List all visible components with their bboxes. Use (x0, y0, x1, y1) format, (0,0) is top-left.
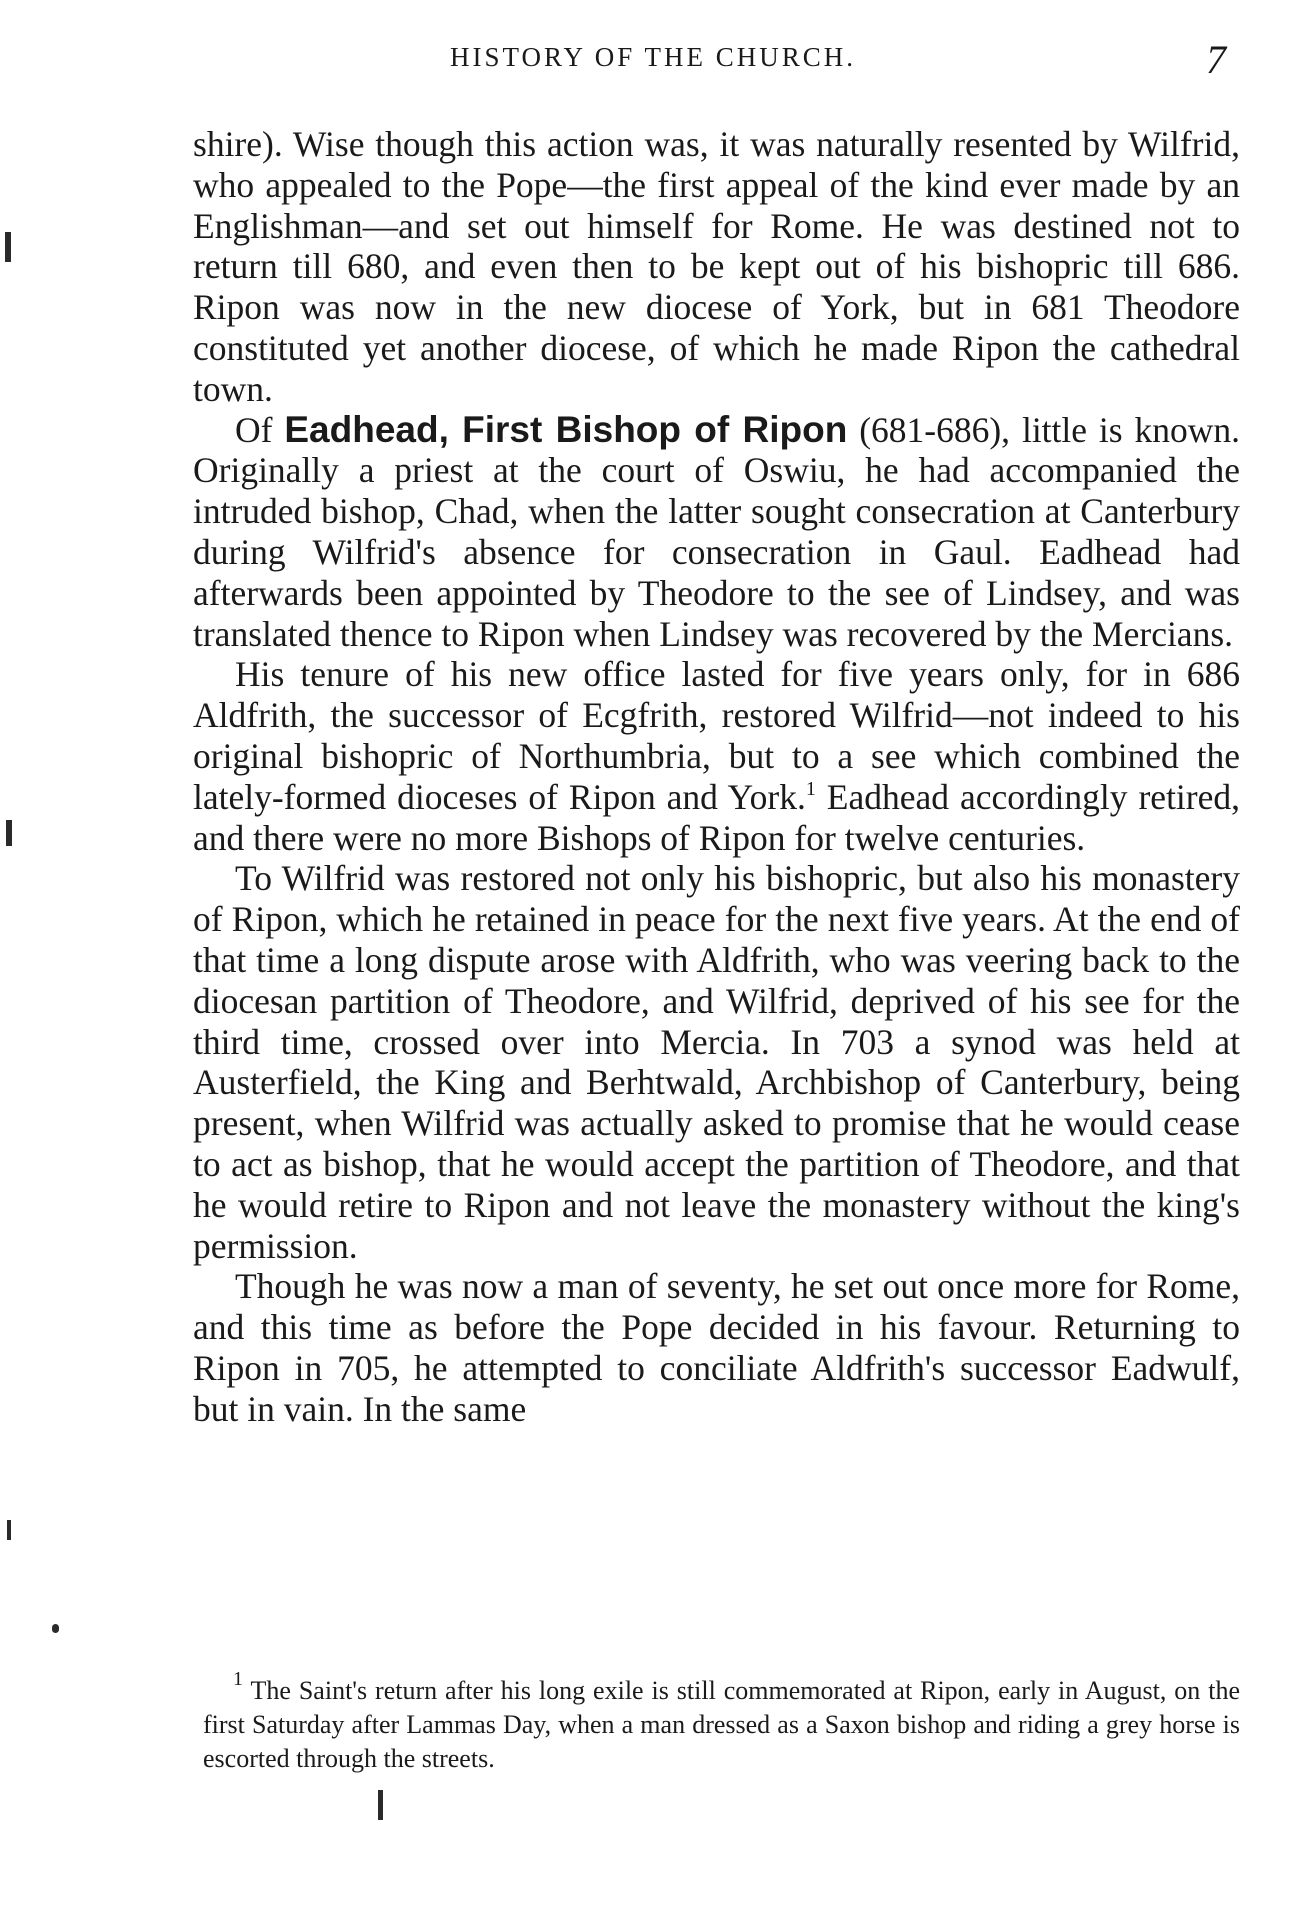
margin-mark (6, 820, 12, 846)
paragraph-3-text-a: His tenure of his new office lasted for five years only, for in 686 Aldfrith, the successor of Ecgfrith, restored Wilfrid—not indeed to his original bishopric of Northumbria, but to a see which combined the lately-formed dioceses of Ripon and York. (193, 654, 1240, 817)
body-text (193, 124, 1240, 1430)
paragraph-3 (193, 654, 1240, 858)
footnote-reference: 1 (805, 777, 816, 800)
running-head (0, 37, 1290, 82)
page-number: 7 (1206, 37, 1226, 82)
paragraph-2 (193, 410, 1240, 655)
margin-mark (378, 1790, 383, 1820)
paragraph-2-lead: Of (235, 409, 273, 450)
footnote-area (203, 1668, 1241, 1776)
section-heading: Eadhead, First Bishop of Ripon (284, 408, 848, 450)
paragraph-3-text-b: Eadhead accordingly retired, and there were no more Bishops of Ripon for twelve centuries. (193, 776, 1240, 858)
margin-mark (52, 1624, 59, 1633)
footnote (203, 1668, 1241, 1776)
margin-mark (5, 232, 11, 262)
paragraph-1: shire). Wise though this action was, it was naturally resented by Wilfrid, who appealed to the Pope—the first appeal of the kind ever made by an Englishman—and set out himself for Rome. He was destined not to return till 680, and even then to be kept out of his bishopric till 686. Ripon was now in the new diocese of York, but in 681 Theodore constituted yet another diocese, of which he made Ripon the cathedral town. (193, 124, 1240, 409)
footnote-text: The Saint's return after his long exile is still commemorated at Ripon, early in August, on the first Saturday after Lammas Day, when a man dressed as a Saxon bishop and riding a grey horse is escorted through the streets. (203, 1676, 1241, 1773)
paragraph-2-text: (681-686), little is known. Originally a priest at the court of Oswiu, he had accompanied the intruded bishop, Chad, when the latter sought consecration at Canterbury during Wilfrid's absence for consecration in Gaul. Eadhead had afterwards been appointed by Theodore to the see of Lindsey, and was translated thence to Ripon when Lindsey was recovered by the Mercians. (193, 409, 1240, 654)
paragraph-5: Though he was now a man of seventy, he set out once more for Rome, and this time as before the Pope decided in his favour. Returning to Ripon in 705, he attempted to conciliate Aldfrith's successor Eadwulf, but in vain. In the same (193, 1266, 1240, 1429)
paragraph-4: To Wilfrid was restored not only his bishopric, but also his monastery of Ripon, which he retained in peace for the next five years. At the end of that time a long dispute arose with Aldfrith, who was veering back to the diocesan partition of Theodore, and Wilfrid, deprived of his see for the third time, crossed over into Mercia. In 703 a synod was held at Austerfield, the King and Berhtwald, Archbishop of Canterbury, being present, when Wilfrid was actually asked to promise that he would cease to act as bishop, that he would accept the partition of Theodore, and that he would retire to Ripon and not leave the monastery without the king's permission. (193, 858, 1240, 1266)
footnote-marker: 1 (233, 1668, 243, 1690)
margin-mark (7, 1520, 11, 1540)
running-title: HISTORY OF THE CHURCH. (450, 42, 857, 72)
